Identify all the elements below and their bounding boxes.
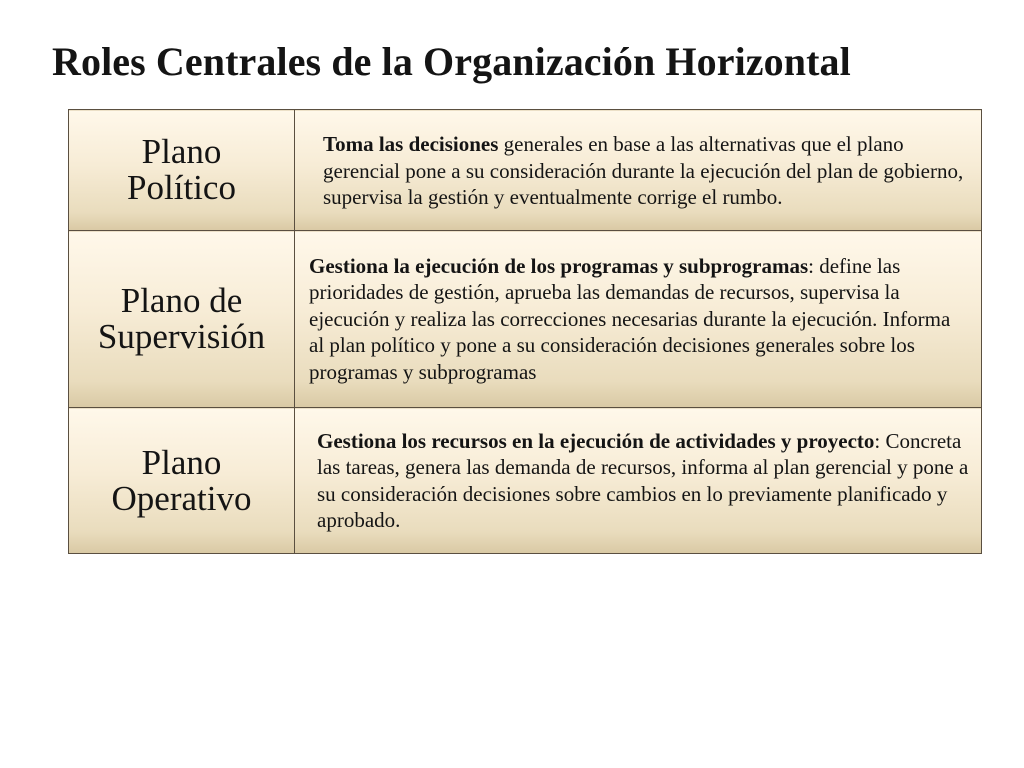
table-row-plano-operativo (69, 408, 982, 554)
plane-label-cell (69, 110, 295, 231)
plane-label-line1: Plano de (120, 281, 243, 320)
description-lead: Gestiona la ejecución de los programas y subprogramas (309, 253, 809, 278)
table-row-plano-supervision (69, 231, 982, 408)
table-row-plano-politico (69, 110, 982, 231)
plane-label-cell (69, 408, 295, 554)
plane-description (295, 424, 981, 538)
plane-description-cell (295, 231, 982, 408)
description-lead: Toma las decisiones (323, 132, 499, 157)
plane-label-line2: Supervisión (97, 317, 266, 356)
plane-label-line1: Plano (141, 442, 222, 482)
plane-description (295, 125, 981, 215)
plane-label-line2: Político (127, 168, 236, 207)
plane-label-cell (69, 231, 295, 408)
roles-table (68, 109, 982, 554)
slide-title: Roles Centrales de la Organización Horizontal (52, 39, 851, 84)
plane-label-line1: Plano (141, 132, 222, 171)
plane-description (295, 249, 981, 390)
plane-label-line2: Operativo (111, 478, 252, 518)
description-lead: Gestiona los recursos en la ejecución de actividades y proyecto (317, 428, 875, 453)
description-text: generales en base a las alternativas que el plano gerencial pone a su consideración durante la ejecución del plan de gobierno, supervisa la gestión y eventualmente corrige el rumbo. (323, 132, 964, 210)
plane-description-cell (295, 110, 982, 231)
description-text: : Concreta las tareas, genera las demanda de recursos, informa al plan gerencial y pone a su consideración decisiones sobre cambios en lo previamente planificado y aprobado. (317, 428, 969, 532)
description-text: : define las prioridades de gestión, aprueba las demandas de recursos, supervisa la ejecución y realiza las correcciones necesarias durante la ejecución. Informa al plan político y pone a su consideración decisiones generales sobre los programas y subprogramas (309, 253, 951, 384)
plane-description-cell (295, 408, 982, 554)
